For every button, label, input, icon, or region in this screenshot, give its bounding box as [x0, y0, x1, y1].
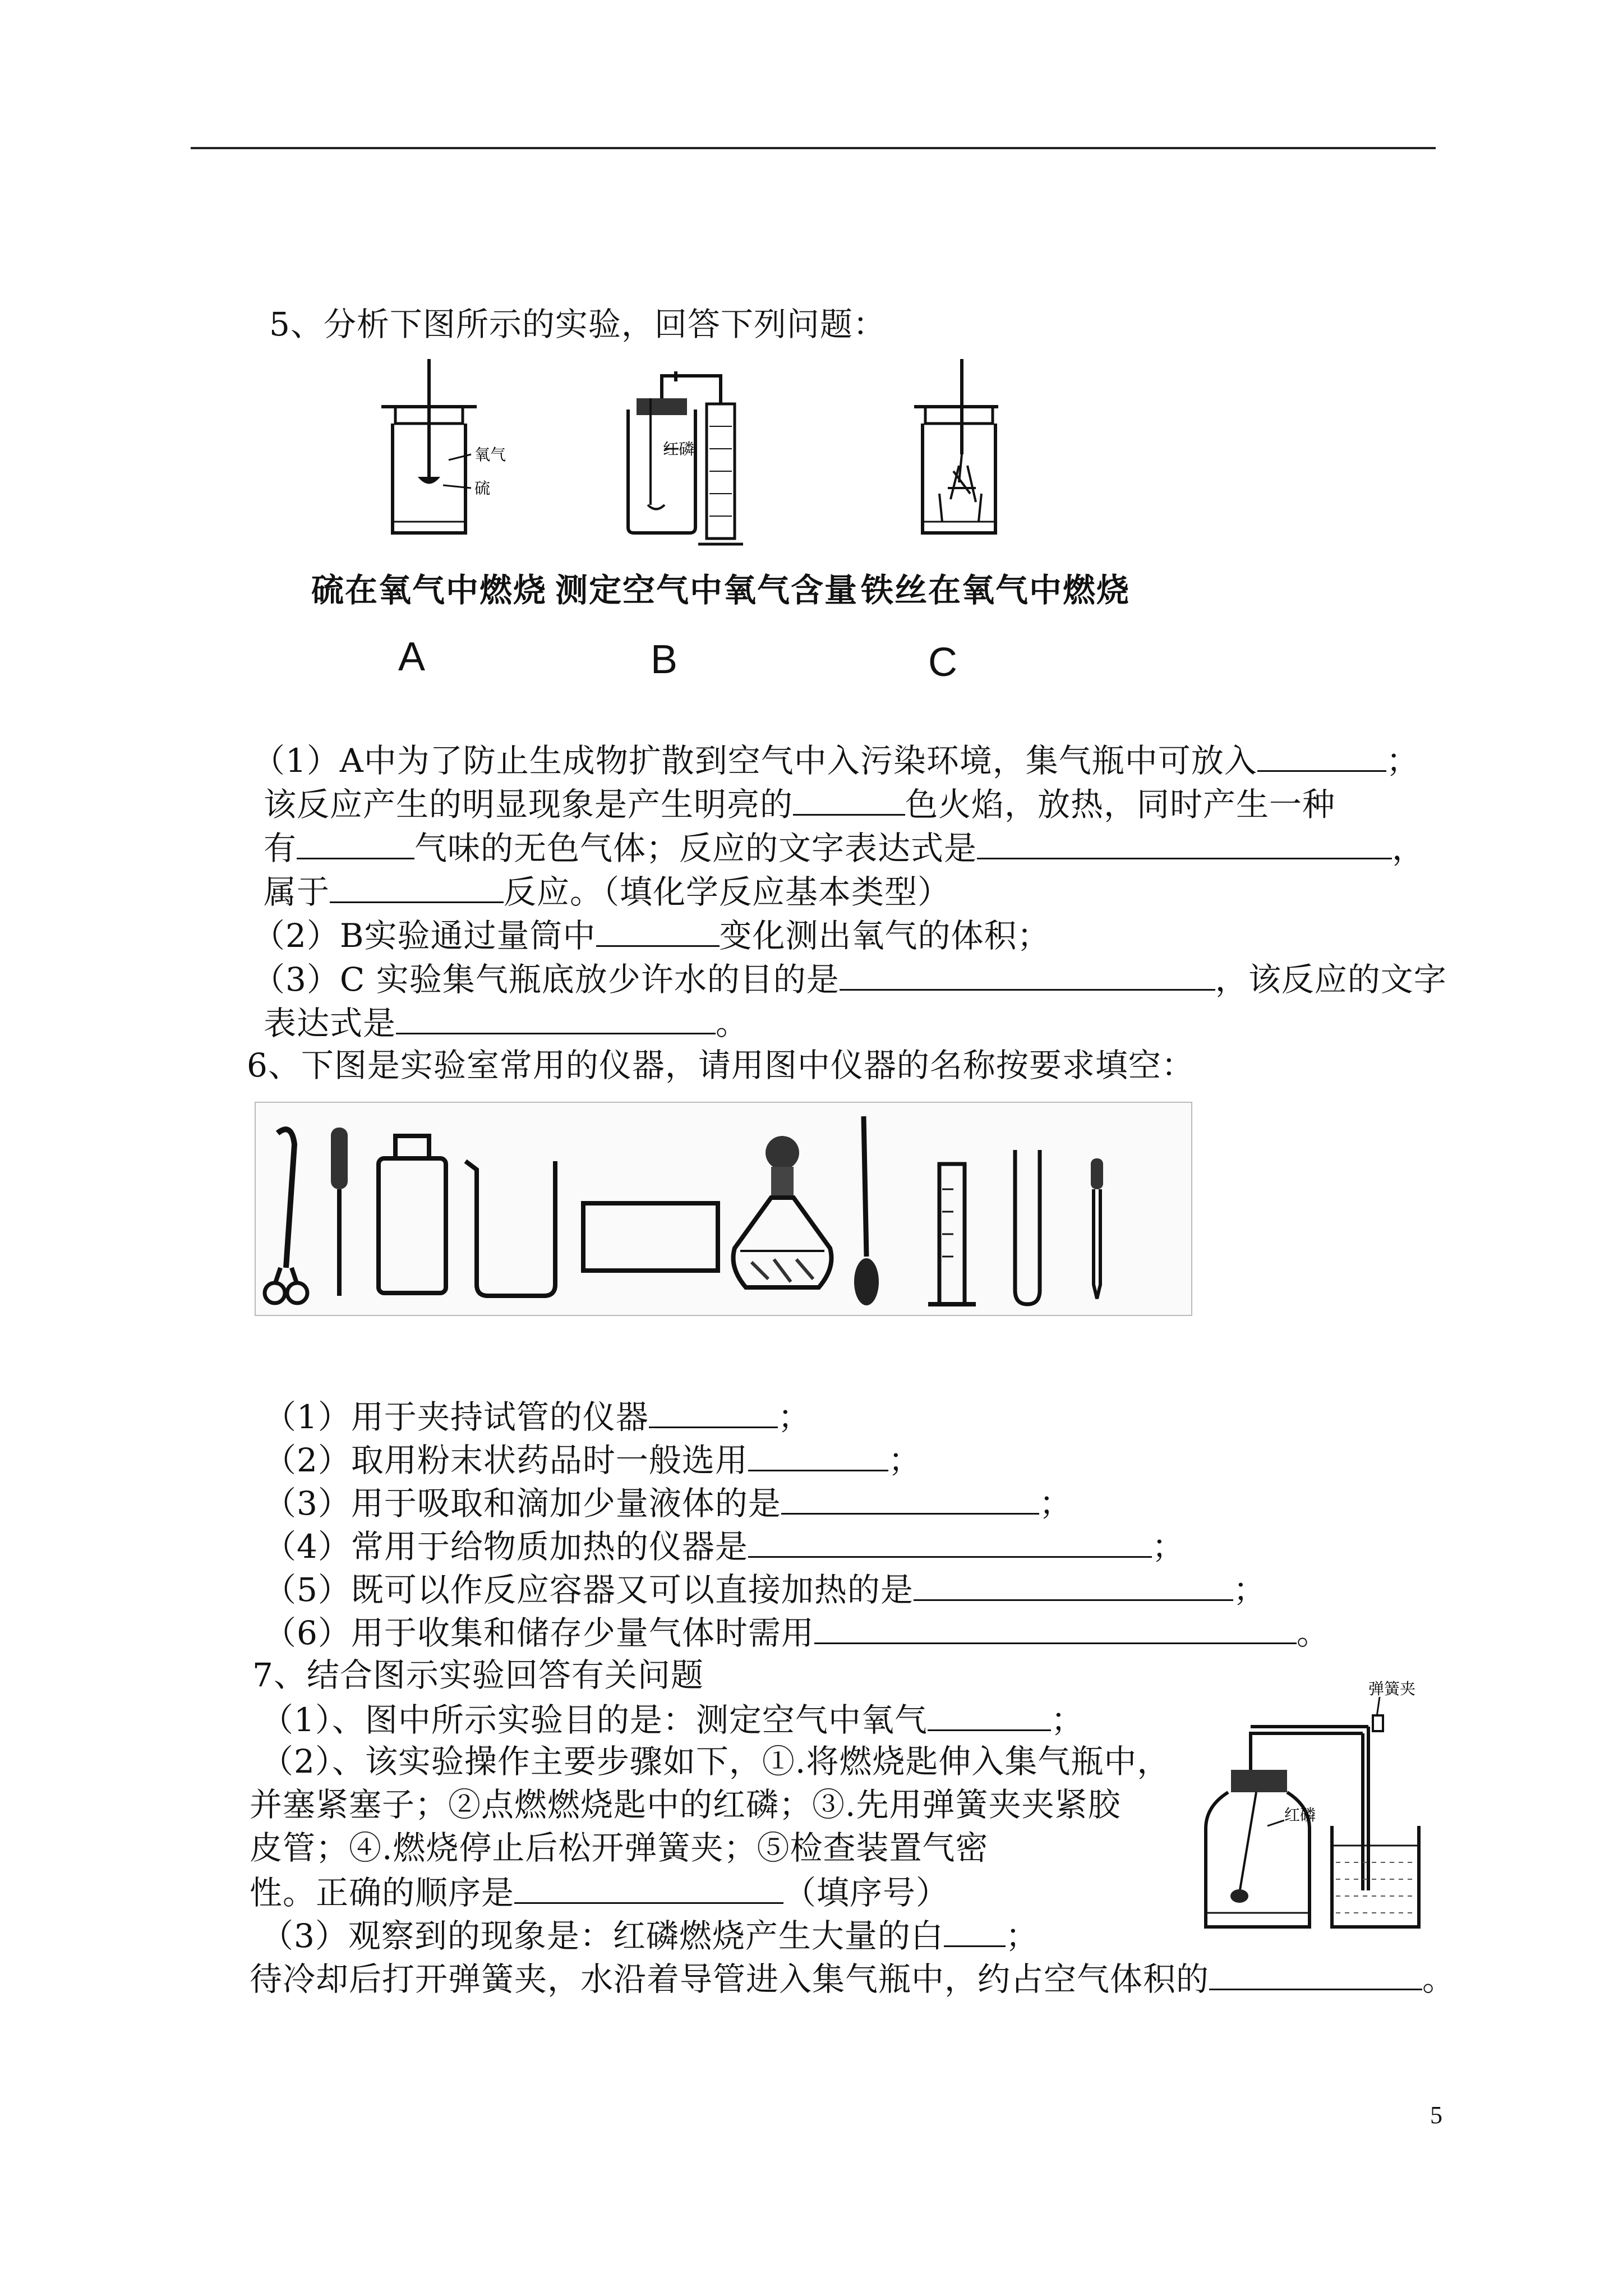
q5-blank-4[interactable]: [977, 825, 1392, 859]
q5-line-3: 有 气味的无色气体；反应的文字表达式是 ，: [264, 825, 1425, 869]
q7-blank-3[interactable]: [944, 1913, 1006, 1947]
q5-blank-5[interactable]: [330, 869, 504, 903]
q6-blank-1[interactable]: [649, 1394, 778, 1428]
figure-a-sulfur-apparatus: [365, 353, 544, 544]
label-red-phosphorus: 红磷: [663, 440, 695, 458]
instruments-figure: [252, 1099, 1195, 1324]
q6-title: 6、下图是实验室常用的仪器，请用图中仪器的名称按要求填空：: [247, 1046, 1195, 1084]
q5-title: 5、分析下图所示的实验，回答下列问题：: [269, 305, 886, 343]
q7-line-1: （1）、图中所示实验目的是：测定空气中氧气 ；: [261, 1697, 1084, 1741]
q5-blank-6[interactable]: [596, 913, 720, 947]
figure-c-letter: C: [928, 640, 957, 685]
q7-line-5: 性。正确的顺序是 （填序号）: [250, 1870, 949, 1914]
figure-b-oxygen-content-apparatus: [594, 359, 774, 550]
q5-blank-3[interactable]: [297, 825, 414, 859]
q7-blank-4[interactable]: [1209, 1956, 1422, 1990]
figure-a-caption: 硫在氧气中燃烧: [311, 571, 547, 609]
label-spring-clip: 弹簧夹: [1368, 1680, 1416, 1698]
q7-line-2: （2）、该实验操作主要步骤如下，①.将燃烧匙伸入集气瓶中，: [261, 1742, 1170, 1780]
q5-blank-2[interactable]: [793, 781, 905, 816]
q7-line-7: 待冷却后打开弹簧夹，水沿着导管进入集气瓶中，约占空气体积的 。: [250, 1956, 1455, 2000]
q6-blank-2[interactable]: [748, 1437, 888, 1471]
q5-line-1: （1）A中为了防止生成物扩散到空气中入污染环境，集气瓶中可放入 ；: [252, 738, 1419, 782]
figure-a-letter: A: [398, 634, 426, 679]
q6-line-2: （2）取用粉末状药品时一般选用 ；: [264, 1437, 921, 1481]
q7-blank-1[interactable]: [928, 1697, 1051, 1731]
q5-line-6: （3）C 实验集气瓶底放少许水的目的是 ，该反应的文字: [252, 956, 1447, 1001]
q5-line-4: 属于 反应。（填化学反应基本类型）: [264, 869, 951, 913]
label-sulfur: 硫: [474, 479, 491, 498]
q6-line-3: （3）用于吸取和滴加少量液体的是 ；: [264, 1480, 1072, 1525]
q7-title: 7、结合图示实验回答有关问题: [252, 1656, 704, 1694]
q6-line-6: （6）用于收集和储存少量气体时需用 。: [264, 1610, 1330, 1654]
q7-blank-2[interactable]: [514, 1870, 783, 1904]
figure-c-caption: 铁丝在氧气中燃烧: [861, 571, 1131, 609]
q6-line-5: （5）既可以作反应容器又可以直接加热的是 ；: [264, 1567, 1266, 1611]
label-oxygen: 氧气: [474, 445, 506, 464]
page-number: 5: [1430, 2101, 1442, 2129]
q6-line-1: （1）用于夹持试管的仪器 ；: [264, 1394, 811, 1438]
q7-line-3: 并塞紧塞子；②点燃燃烧匙中的红磷；③.先用弹簧夹夹紧胶: [250, 1786, 1121, 1824]
q5-blank-7[interactable]: [840, 956, 1215, 991]
q5-blank-8[interactable]: [396, 1000, 716, 1034]
q6-blank-3[interactable]: [781, 1480, 1039, 1515]
label-red-phosphorus-q7: 红磷: [1284, 1806, 1316, 1824]
q5-line-5: （2）B实验通过量筒中 变化测出氧气的体积；: [252, 913, 1050, 957]
q7-line-6: （3）观察到的现象是：红磷燃烧产生大量的白 ；: [261, 1913, 1039, 1957]
figure-b-caption: 测定空气中氧气含量: [555, 571, 859, 609]
q6-blank-6[interactable]: [814, 1610, 1297, 1644]
q5-line-2: 该反应产生的明显现象是产生明亮的 色火焰，放热，同时产生一种: [264, 781, 1335, 826]
figure-b-letter: B: [651, 637, 678, 682]
q7-apparatus-figure: [1183, 1677, 1436, 1947]
q6-blank-5[interactable]: [914, 1567, 1233, 1601]
q6-line-4: （4）常用于给物质加热的仪器是 ；: [264, 1524, 1185, 1568]
figure-c-iron-wire-apparatus: [892, 353, 1049, 544]
q5-blank-1[interactable]: [1257, 738, 1386, 772]
q6-blank-4[interactable]: [748, 1524, 1152, 1558]
q5-line-7: 表达式是 。: [264, 1000, 749, 1045]
q7-line-4: 皮管；④.燃烧停止后松开弹簧夹；⑤检查装置气密: [250, 1829, 989, 1867]
header-rule: [191, 147, 1436, 149]
